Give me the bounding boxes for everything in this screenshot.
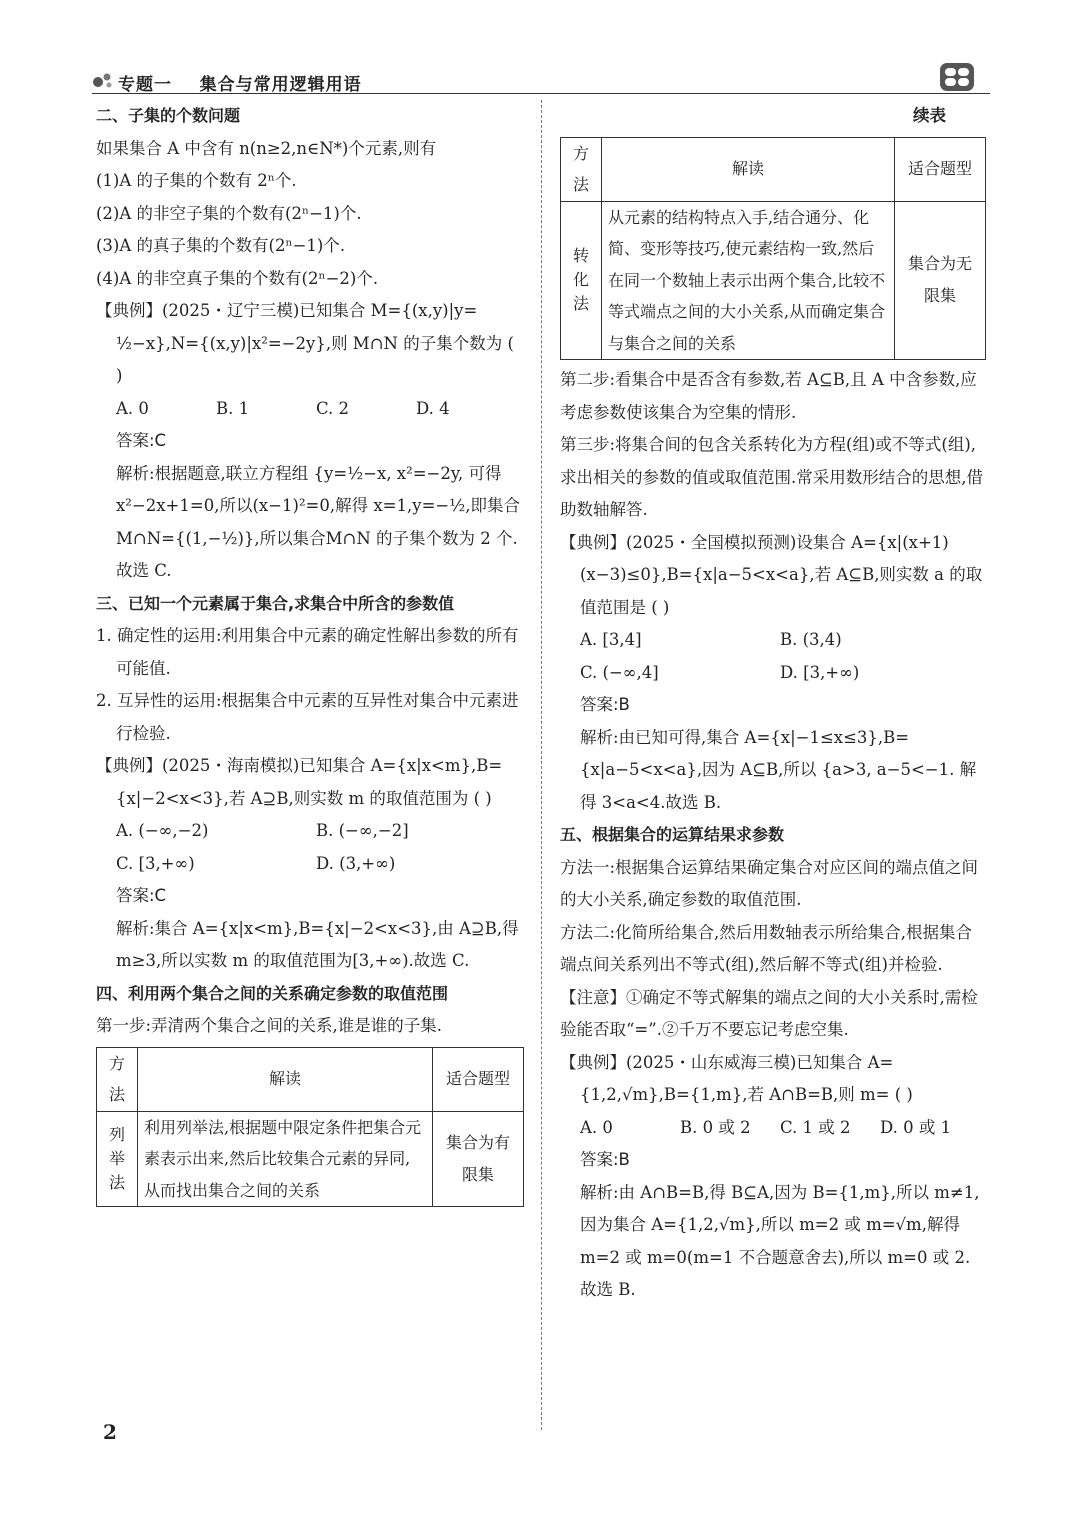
text-paragraph: 方法一:根据集合运算结果确定集合对应区间的端点值之间的大小关系,确定参数的取值范围. bbox=[560, 857, 979, 909]
text-paragraph: 答案:B bbox=[580, 1150, 630, 1169]
answer-options bbox=[560, 1112, 986, 1145]
option-b: B. (−∞,−2] bbox=[316, 821, 409, 840]
table-fit-cell: 集合为无限集 bbox=[895, 201, 986, 360]
text-paragraph: 第一步:弄清两个集合之间的关系,谁是谁的子集. bbox=[96, 1016, 443, 1035]
option-d: D. 0 或 1 bbox=[880, 1117, 952, 1137]
section-heading: 三、已知一个元素属于集合,求集合中所含的参数值 bbox=[96, 593, 455, 613]
option-a: C. [3,+∞) bbox=[116, 853, 195, 873]
text-paragraph: 方法二:化简所给集合,然后用数轴表示所给集合,根据集合端点间关系列出不等式(组),然后解不等式(组)并检验. bbox=[560, 922, 973, 974]
text-paragraph: 解析:根据题意,联立方程组 {y=½−x, x²=−2y, 可得 x²−2x+1=0,所以(x−1)²=0,解得 x=1,y=−½,即集合 M∩N={(1,−½)},所以集合M∩N 的子集个数为 2 个.故选 C. bbox=[116, 463, 520, 580]
text-paragraph: 【注意】①确定不等式解集的端点之间的大小关系时,需检验能否取“=”.②千万不要忘记考虑空集. bbox=[560, 987, 978, 1039]
section-heading: 二、子集的个数问题 bbox=[96, 106, 241, 125]
text-paragraph: 答案:C bbox=[116, 886, 167, 905]
text-paragraph: 解析:集合 A={x|x<m},B={x|−2<x<3},由 A⊇B,得 m≥3,所以实数 m 的取值范围为[3,+∞).故选 C. bbox=[116, 918, 519, 970]
method-table-1 bbox=[96, 1047, 524, 1208]
text-paragraph: 解析:由已知可得,集合 A={x|−1≤x≤3},B={x|a−5<x<a},因为 A⊆B,所以 {a>3, a−5<−1. 解得 3<a<4.故选 B. bbox=[580, 727, 977, 812]
answer-options bbox=[96, 393, 524, 426]
answer-options bbox=[560, 657, 986, 690]
text-paragraph: 【典例】(2025・全国模拟预测)设集合 A={x|(x+1)(x−3)≤0},B={x|a−5<x<a},若 A⊆B,则实数 a 的取值范围是 ( ) bbox=[560, 532, 983, 617]
table-header-method: 方法 bbox=[97, 1047, 138, 1111]
option-b: B. (3,4) bbox=[780, 630, 842, 649]
option-c: C. 1 或 2 bbox=[780, 1117, 851, 1137]
text-paragraph: 答案:C bbox=[116, 431, 167, 450]
page-number: 2 bbox=[103, 1420, 117, 1444]
table-header-interpretation: 解读 bbox=[602, 137, 895, 201]
option-a: A. 0 bbox=[580, 1117, 613, 1137]
text-paragraph: 如果集合 A 中含有 n(n≥2,n∈N*)个元素,则有 bbox=[96, 138, 437, 158]
right-column bbox=[560, 100, 986, 1307]
option-b: D. [3,+∞) bbox=[780, 662, 860, 682]
text-paragraph: 第三步:将集合间的包含关系转化为方程(组)或不等式(组),求出相关的参数的值或取值范围.常采用数形结合的思想,借助数轴解答. bbox=[560, 435, 983, 519]
logo-icon bbox=[940, 63, 974, 91]
table-header-method: 方法 bbox=[561, 137, 602, 201]
text-paragraph: (1)A 的子集的个数有 2ⁿ个. bbox=[96, 171, 297, 190]
text-paragraph: 【典例】(2025・海南模拟)已知集合 A={x|x<m},B={x|−2<x<3},若 A⊇B,则实数 m 的取值范围为 ( ) bbox=[96, 756, 503, 808]
header-rule bbox=[92, 93, 990, 94]
option-a: C. (−∞,4] bbox=[580, 662, 659, 682]
text-paragraph: 【典例】(2025・辽宁三模)已知集合 M={(x,y)|y= ½−x},N={(x,y)|x²=−2y},则 M∩N 的子集个数为 ( ) bbox=[96, 301, 514, 385]
answer-options bbox=[560, 624, 986, 657]
option-b: B. 1 bbox=[216, 398, 250, 418]
decorative-dots-icon bbox=[92, 71, 114, 89]
text-paragraph: (2)A 的非空子集的个数有(2ⁿ−1)个. bbox=[96, 203, 362, 223]
text-paragraph: 1. 确定性的运用:利用集合中元素的确定性解出参数的所有可能值. bbox=[96, 626, 519, 678]
continued-table-label: 续表 bbox=[913, 106, 946, 125]
text-paragraph: (3)A 的真子集的个数有(2ⁿ−1)个. bbox=[96, 236, 346, 255]
option-a: A. (−∞,−2) bbox=[116, 821, 209, 840]
chapter-title: 专题一 集合与常用逻辑用语 bbox=[118, 75, 362, 95]
table-desc-cell: 从元素的结构特点入手,结合通分、化简、变形等技巧,使元素结构一致,然后在同一个数轴上表示出两个集合,比较不等式端点之间的大小关系,从而确定集合与集合之间的关系 bbox=[602, 201, 895, 360]
table-header-fit: 适合题型 bbox=[433, 1047, 524, 1111]
running-header bbox=[92, 66, 990, 95]
table-desc-cell: 利用列举法,根据题中限定条件把集合元素表示出来,然后比较集合元素的异同,从而找出集合之间的关系 bbox=[138, 1111, 433, 1207]
column-divider bbox=[541, 100, 542, 1430]
text-paragraph: (4)A 的非空真子集的个数有(2ⁿ−2)个. bbox=[96, 268, 379, 288]
option-b: B. 0 或 2 bbox=[680, 1117, 751, 1137]
section-heading: 五、根据集合的运算结果求参数 bbox=[560, 825, 785, 844]
text-paragraph: 第二步:看集合中是否含有参数,若 A⊆B,且 A 中含参数,应考虑参数使该集合为空集的情形. bbox=[560, 370, 977, 422]
option-b: D. (3,+∞) bbox=[316, 853, 396, 873]
text-paragraph: 2. 互异性的运用:根据集合中元素的互异性对集合中元素进行检验. bbox=[96, 691, 519, 743]
text-paragraph: 答案:B bbox=[580, 695, 630, 714]
answer-options bbox=[96, 815, 524, 848]
option-a: A. 0 bbox=[116, 398, 149, 418]
table-fit-cell: 集合为有限集 bbox=[433, 1111, 524, 1207]
table-method-cell: 列举法 bbox=[97, 1111, 138, 1207]
option-d: D. 4 bbox=[416, 398, 450, 418]
table-method-cell: 转化法 bbox=[561, 201, 602, 360]
table-header-fit: 适合题型 bbox=[895, 137, 986, 201]
text-paragraph: 解析:由 A∩B=B,得 B⊆A,因为 B={1,m},所以 m≠1,因为集合 A={1,2,√m},所以 m=2 或 m=√m,解得 m=2 或 m=0(m=1 不合题意舍去),所以 m=0 或 2.故选 B. bbox=[580, 1182, 980, 1299]
option-a: A. [3,4] bbox=[580, 630, 642, 649]
option-c: C. 2 bbox=[316, 398, 350, 418]
section-heading: 四、利用两个集合之间的关系确定参数的取值范围 bbox=[96, 983, 449, 1003]
answer-options bbox=[96, 848, 524, 881]
table-header-interpretation: 解读 bbox=[138, 1047, 433, 1111]
text-paragraph: 【典例】(2025・山东威海三模)已知集合 A={1,2,√m},B={1,m},若 A∩B=B,则 m= ( ) bbox=[560, 1052, 913, 1104]
left-column bbox=[96, 100, 524, 1211]
method-table-2 bbox=[560, 137, 986, 361]
